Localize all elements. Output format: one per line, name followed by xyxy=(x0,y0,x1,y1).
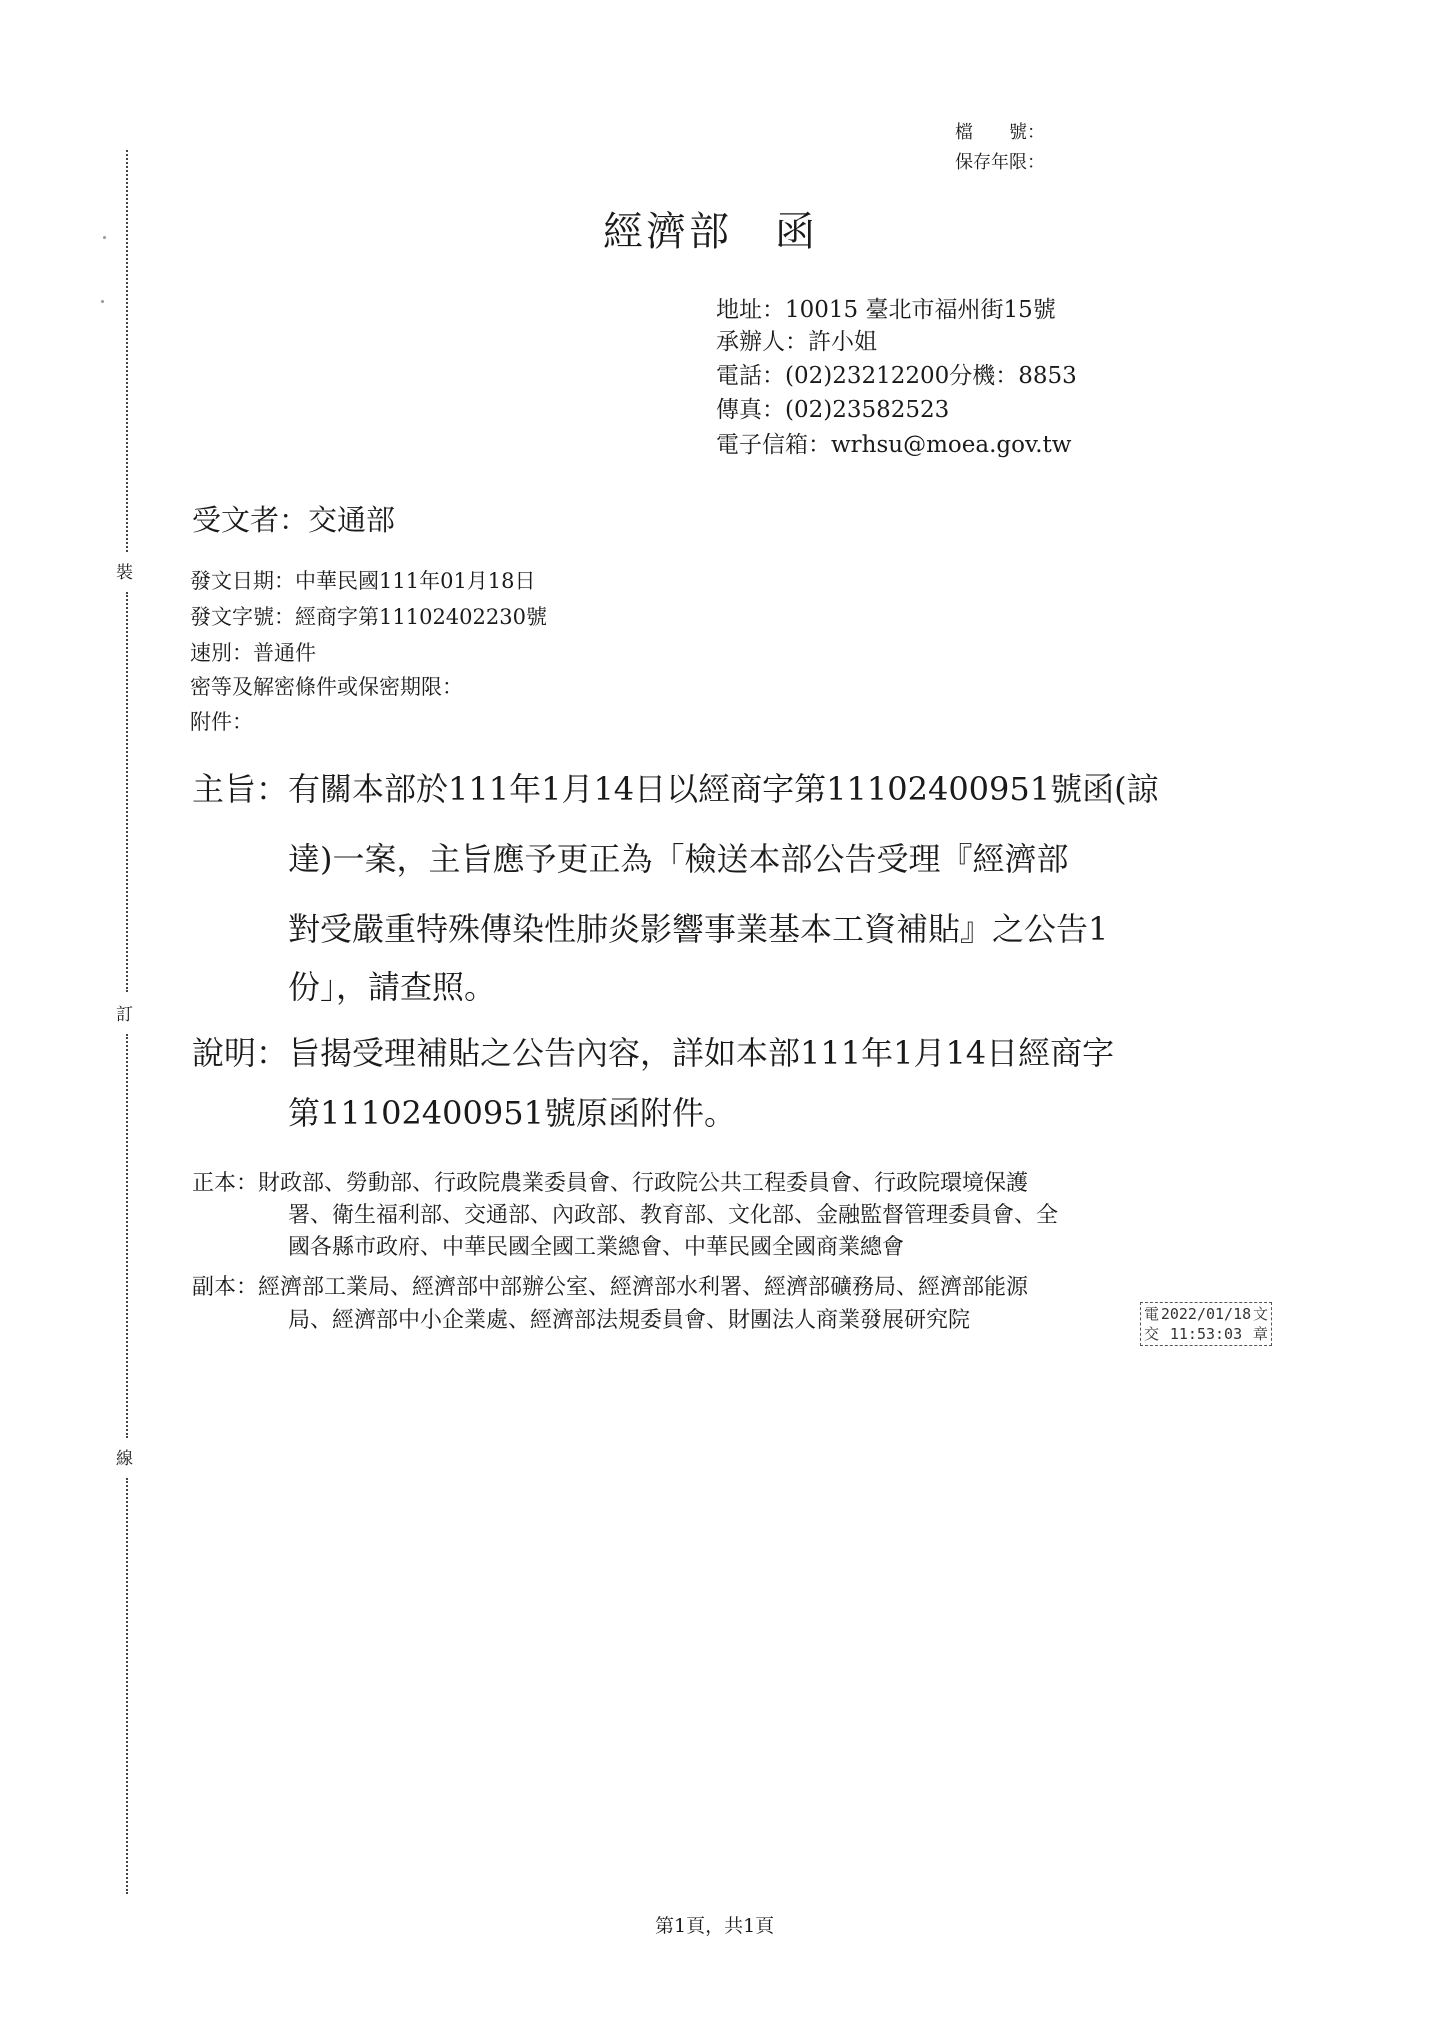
contact-fax: 傳真：(02)23582523 xyxy=(716,397,950,423)
binding-mark-line: 線 xyxy=(116,1449,133,1469)
subject-line: 份」，請查照。 xyxy=(288,968,497,1006)
original-copy-line: 署、衛生福利部、交通部、內政部、教育部、文化部、金融監督管理委員會、全 xyxy=(288,1203,1059,1228)
contact-phone: 電話：(02)23212200分機：8853 xyxy=(716,363,1077,389)
subject-line: 對受嚴重特殊傳染性肺炎影響事業基本工資補貼』之公告1 xyxy=(288,910,1109,948)
scan-speck xyxy=(103,236,106,239)
stamp-char: 交 xyxy=(1144,1325,1160,1343)
stamp-char: 文 xyxy=(1252,1305,1268,1323)
dispatch-speed: 速別：普通件 xyxy=(190,641,316,665)
binding-dotted-line-top xyxy=(126,150,128,552)
recipient: 受文者：交通部 xyxy=(192,503,396,537)
secrecy-level: 密等及解密條件或保密期限： xyxy=(190,675,463,699)
stamp-time: 11:53:03 xyxy=(1169,1325,1243,1343)
stamp-char: 電 xyxy=(1144,1305,1160,1323)
dispatch-date: 發文日期：中華民國111年01月18日 xyxy=(190,569,536,593)
binding-mark-order: 訂 xyxy=(116,1005,133,1025)
document-title: 經濟部 函 xyxy=(603,209,818,255)
stamp-char: 章 xyxy=(1252,1325,1268,1343)
binding-mark-bind: 裝 xyxy=(116,563,133,583)
original-copy-line: 國各縣市政府、中華民國全國工業總會、中華民國全國商業總會 xyxy=(288,1235,905,1260)
contact-handler: 承辦人：許小姐 xyxy=(716,329,877,355)
contact-email: 電子信箱：wrhsu@moea.gov.tw xyxy=(716,432,1072,458)
explanation-line: 說明：旨揭受理補貼之公告內容，詳如本部111年1月14日經商字 xyxy=(192,1034,1115,1072)
page-number: 第1頁，共1頁 xyxy=(655,1915,775,1937)
binding-dotted-line-bottom xyxy=(126,1478,128,1894)
attachment-label: 附件： xyxy=(190,710,253,734)
stamp-date: 2022/01/18 xyxy=(1160,1305,1252,1323)
explanation-line: 第11102400951號原函附件。 xyxy=(288,1094,736,1132)
electronic-exchange-stamp xyxy=(1140,1302,1272,1346)
contact-address: 地址：10015 臺北市福州街15號 xyxy=(716,297,1056,323)
original-copy-line: 正本：財政部、勞動部、行政院農業委員會、行政院公共工程委員會、行政院環境保護 xyxy=(192,1171,1029,1196)
file-number-label: 檔 號： xyxy=(955,122,1045,143)
carbon-copy-line: 局、經濟部中小企業處、經濟部法規委員會、財團法人商業發展研究院 xyxy=(288,1308,971,1333)
carbon-copy-line: 副本：經濟部工業局、經濟部中部辦公室、經濟部水利署、經濟部礦務局、經濟部能源 xyxy=(192,1275,1029,1300)
binding-dotted-line-lower xyxy=(126,1034,128,1438)
subject-line: 達)一案，主旨應予更正為「檢送本部公告受理『經濟部 xyxy=(288,840,1069,878)
retention-period-label: 保存年限： xyxy=(955,152,1045,173)
subject-line: 主旨：有關本部於111年1月14日以經商字第11102400951號函(諒 xyxy=(192,770,1159,808)
scan-speck xyxy=(101,300,104,303)
dispatch-number: 發文字號：經商字第11102402230號 xyxy=(190,605,547,629)
binding-dotted-line-middle xyxy=(126,592,128,992)
